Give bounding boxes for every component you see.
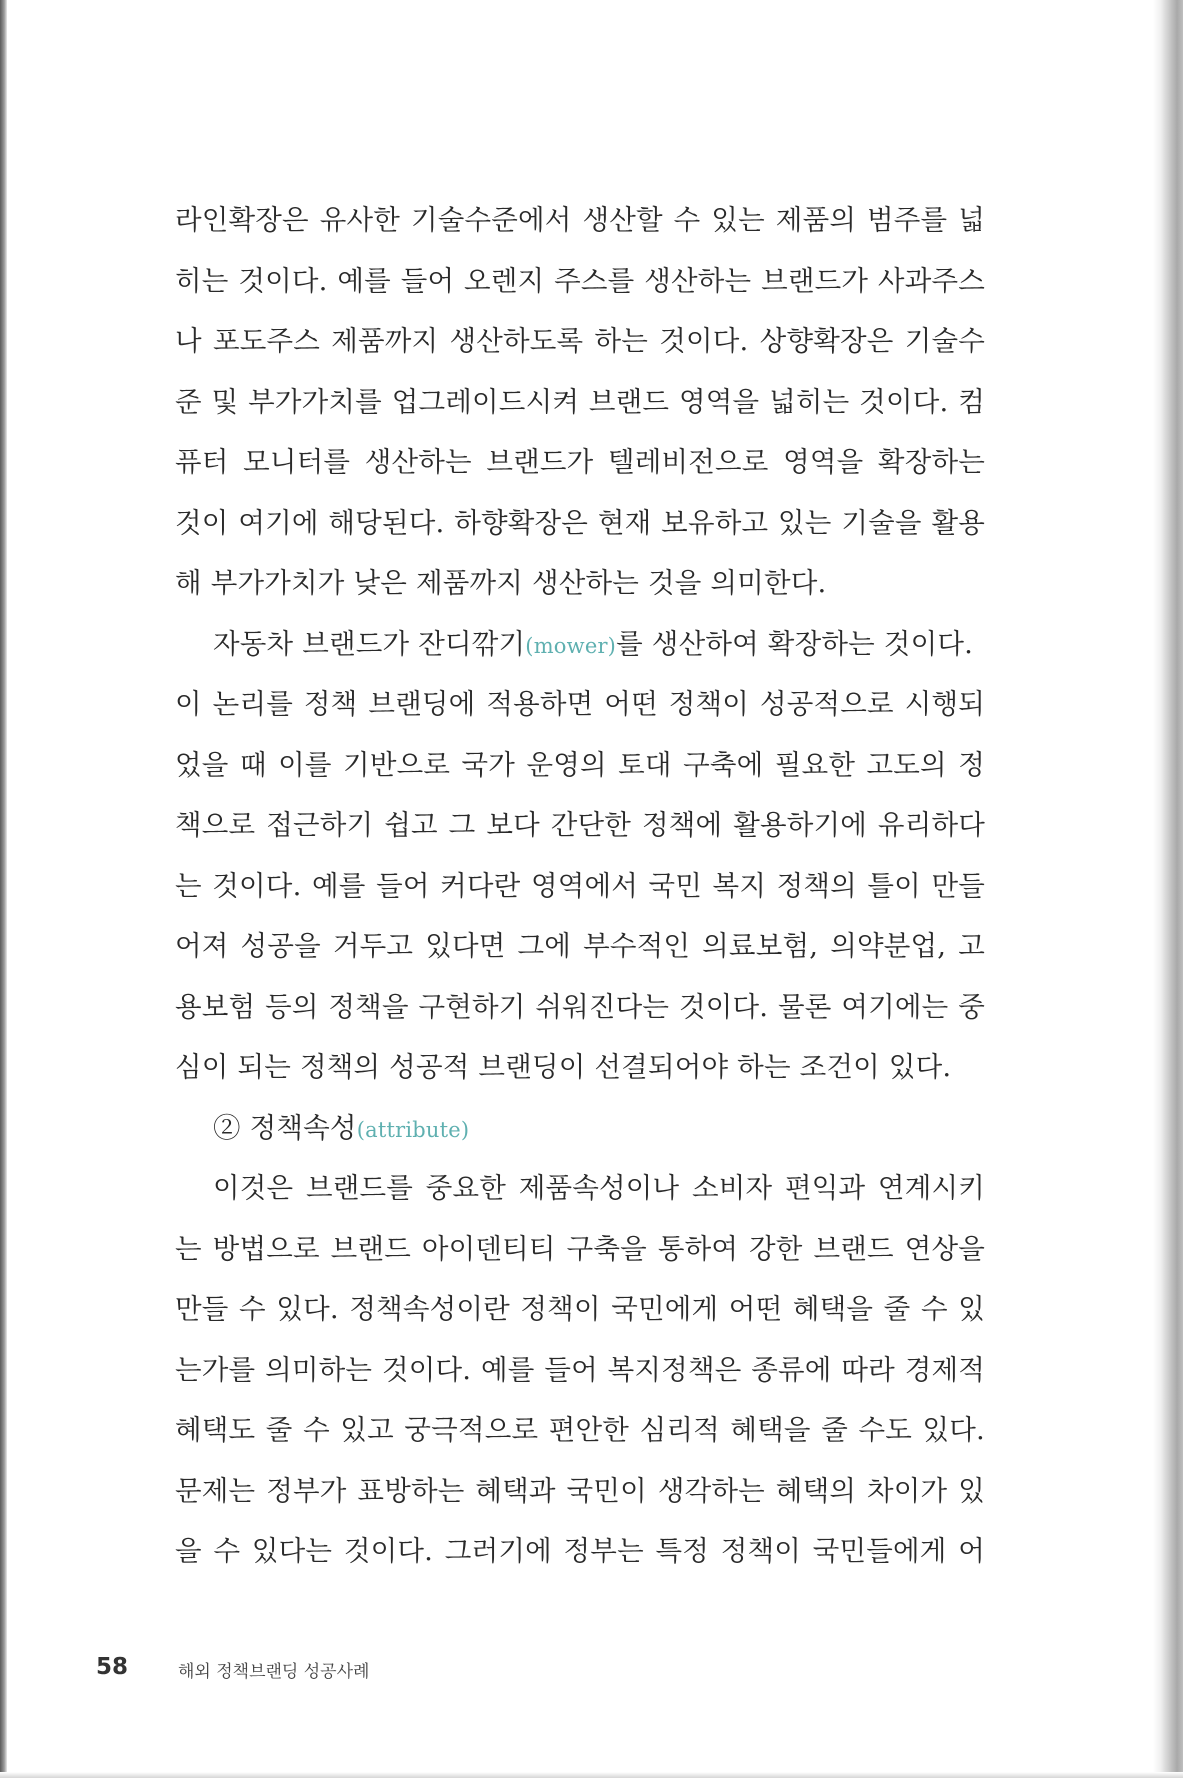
paragraph-line: 었을 때 이를 기반으로 국가 운영의 토대 구축에 필요한 고도의 정	[175, 748, 985, 781]
paragraph-line: 나 포도주스 제품까지 생산하도록 하는 것이다. 상향확장은 기술수	[175, 325, 985, 357]
paragraph-line: 어져 성공을 거두고 있다면 그에 부수적인 의료보험, 의약분업, 고	[175, 930, 985, 962]
page-stack-shadow	[1153, 0, 1183, 1778]
paragraph-line-mower	[175, 614, 985, 675]
section-heading-english-term: (attribute)	[356, 1117, 470, 1142]
paragraph-line: 는 것이다. 예를 들어 커다란 영역에서 국민 복지 정책의 틀이 만들	[175, 869, 985, 902]
paragraph-line: 것이 여기에 해당된다. 하향확장은 현재 보유하고 있는 기술을 활용	[175, 506, 985, 539]
body-text	[175, 190, 985, 1582]
paragraph-line: 는 방법으로 브랜드 아이덴티티 구축을 통하여 강한 브랜드 연상을	[175, 1232, 985, 1265]
paragraph-line: 라인확장은 유사한 기술수준에서 생산할 수 있는 제품의 범주를 넓	[175, 204, 985, 236]
paragraph-line: 용보험 등의 정책을 구현하기 쉬워진다는 것이다. 물론 여기에는 중	[175, 990, 985, 1023]
page-number: 58	[96, 1654, 129, 1680]
mower-english-term: (mower)	[525, 633, 617, 658]
paragraph-line: 혜택도 줄 수 있고 궁극적으로 편안한 심리적 혜택을 줄 수도 있다.	[175, 1414, 985, 1446]
paragraph-line: 퓨터 모니터를 생산하는 브랜드가 텔레비전으로 영역을 확장하는	[175, 446, 985, 478]
section-heading	[175, 1098, 985, 1159]
mower-text-before: 자동차 브랜드가 잔디깎기	[213, 627, 526, 660]
paragraph-line: 을 수 있다는 것이다. 그러기에 정부는 특정 정책이 국민들에게 어	[175, 1535, 985, 1567]
paragraph-line: 문제는 정부가 표방하는 혜택과 국민이 생각하는 혜택의 차이가 있	[175, 1474, 985, 1507]
paragraph-line: 해 부가가치가 낮은 제품까지 생산하는 것을 의미한다.	[175, 567, 827, 599]
bottom-edge	[0, 1772, 1183, 1778]
binding-edge	[0, 0, 7, 1778]
paragraph-line: 심이 되는 정책의 성공적 브랜딩이 선결되어야 하는 조건이 있다.	[175, 1051, 952, 1083]
paragraph-line: 이 논리를 정책 브랜딩에 적용하면 어떤 정책이 성공적으로 시행되	[175, 688, 985, 720]
paragraph-line: 는가를 의미하는 것이다. 예를 들어 복지정책은 종류에 따라 경제적	[175, 1353, 985, 1386]
paragraph-line: 만들 수 있다. 정책속성이란 정책이 국민에게 어떤 혜택을 줄 수 있	[175, 1293, 985, 1325]
mower-text-after: 를 생산하여 확장하는 것이다.	[616, 627, 974, 660]
paragraph-line: 히는 것이다. 예를 들어 오렌지 주스를 생산하는 브랜드가 사과주스	[175, 264, 985, 297]
section-heading-text: ② 정책속성	[213, 1111, 357, 1144]
running-footer-title: 해외 정책브랜딩 성공사례	[178, 1662, 370, 1682]
paragraph-line: 책으로 접근하기 쉽고 그 보다 간단한 정책에 활용하기에 유리하다	[175, 809, 985, 841]
paragraph-line: 준 및 부가가치를 업그레이드시켜 브랜드 영역을 넓히는 것이다. 컴	[175, 385, 985, 418]
paragraph-line: 이것은 브랜드를 중요한 제품속성이나 소비자 편익과 연계시키	[213, 1172, 985, 1204]
